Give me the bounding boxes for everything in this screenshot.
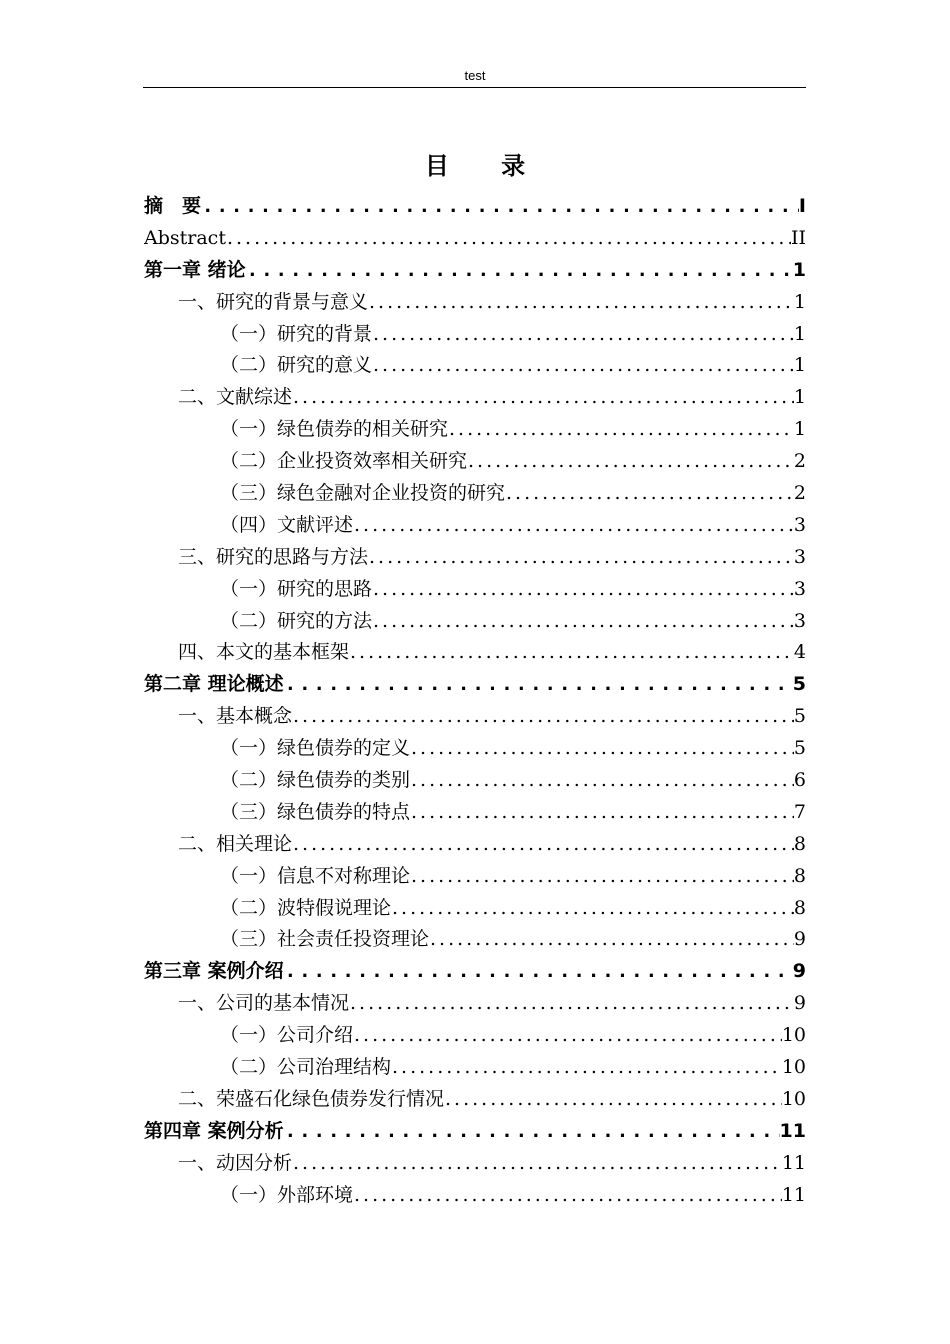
header-rule bbox=[143, 87, 806, 88]
toc-entry-page: 1 bbox=[793, 386, 806, 409]
toc-dot-leader bbox=[284, 669, 793, 701]
toc-entry-page: 9 bbox=[793, 992, 806, 1015]
toc-entry-title: 第一章 绪论 bbox=[144, 258, 246, 281]
toc-dot-leader bbox=[292, 1148, 782, 1180]
toc-entry-page: 2 bbox=[793, 450, 806, 473]
toc-dot-leader bbox=[391, 893, 794, 925]
toc-entry-page: 2 bbox=[793, 482, 806, 504]
toc-dot-leader bbox=[429, 924, 794, 956]
toc-entry-title: （一）信息不对称理论 bbox=[220, 864, 411, 887]
toc-entry-page: 1 bbox=[793, 290, 806, 313]
toc-entry-page: 11 bbox=[781, 1151, 806, 1174]
toc-entry[interactable] bbox=[144, 797, 806, 829]
toc-dot-leader bbox=[410, 765, 794, 797]
toc-entry-title: （二）研究的方法 bbox=[220, 609, 373, 632]
toc-entry-page: I bbox=[798, 194, 806, 217]
toc-entry-title: 摘 要 bbox=[144, 194, 202, 217]
toc-entry-page: 11 bbox=[781, 1183, 806, 1206]
toc-entry[interactable] bbox=[144, 893, 806, 925]
toc-dot-leader bbox=[410, 797, 794, 829]
toc-dot-leader bbox=[246, 255, 793, 287]
toc-dot-leader bbox=[349, 637, 794, 669]
toc-entry-page: 9 bbox=[792, 960, 806, 983]
table-of-contents bbox=[144, 191, 806, 1212]
toc-entry-title: （一）绿色债券的定义 bbox=[220, 737, 411, 760]
toc-dot-leader bbox=[372, 319, 794, 351]
toc-entry[interactable] bbox=[144, 701, 806, 733]
toc-entry-title: （二）波特假说理论 bbox=[220, 896, 392, 919]
toc-entry-page: 8 bbox=[793, 864, 806, 887]
toc-dot-leader bbox=[284, 956, 793, 988]
toc-entry-title: （三）绿色金融对企业投资的研究 bbox=[220, 482, 506, 504]
toc-entry[interactable] bbox=[144, 1020, 806, 1052]
toc-entry-title: 四、本文的基本框架 bbox=[178, 641, 350, 664]
toc-entry[interactable] bbox=[144, 733, 806, 765]
toc-entry-title: Abstract bbox=[144, 226, 226, 249]
toc-entry[interactable] bbox=[144, 1148, 806, 1180]
toc-dot-leader bbox=[353, 510, 794, 542]
toc-entry[interactable] bbox=[144, 1052, 806, 1084]
toc-dot-leader bbox=[372, 350, 794, 382]
toc-entry-title: 第四章 案例分析 bbox=[144, 1119, 284, 1142]
toc-entry-page: 5 bbox=[793, 705, 806, 728]
toc-entry[interactable] bbox=[144, 414, 806, 446]
toc-entry-title: 一、公司的基本情况 bbox=[178, 992, 350, 1015]
toc-entry-page: 4 bbox=[793, 641, 806, 664]
toc-entry-title: 三、研究的思路与方法 bbox=[178, 545, 369, 568]
toc-dot-leader bbox=[353, 1180, 782, 1212]
toc-entry-page: 1 bbox=[793, 322, 806, 345]
toc-dot-leader bbox=[410, 861, 794, 893]
toc-entry[interactable] bbox=[144, 829, 806, 861]
toc-entry-page: 10 bbox=[781, 1024, 806, 1047]
toc-entry-title: （四）文献评述 bbox=[220, 513, 354, 536]
toc-entry[interactable] bbox=[144, 191, 806, 223]
toc-dot-leader bbox=[372, 574, 794, 606]
toc-entry-page: 1 bbox=[793, 418, 806, 441]
toc-entry[interactable] bbox=[144, 988, 806, 1020]
toc-dot-leader bbox=[368, 287, 794, 319]
toc-entry-page: 10 bbox=[781, 1056, 806, 1079]
toc-entry-title: 第二章 理论概述 bbox=[144, 673, 284, 696]
toc-entry[interactable] bbox=[144, 606, 806, 638]
toc-dot-leader bbox=[284, 1116, 780, 1148]
toc-entry[interactable] bbox=[144, 223, 806, 255]
toc-entry[interactable] bbox=[144, 924, 806, 956]
toc-entry-page: 3 bbox=[793, 545, 806, 568]
toc-entry-page: 3 bbox=[793, 513, 806, 536]
toc-entry-page: 10 bbox=[781, 1087, 806, 1110]
toc-entry[interactable] bbox=[144, 669, 806, 701]
toc-entry-page: 1 bbox=[793, 354, 806, 377]
toc-entry[interactable] bbox=[144, 255, 806, 287]
toc-entry-title: （二）研究的意义 bbox=[220, 354, 373, 377]
toc-entry-title: （一）绿色债券的相关研究 bbox=[220, 418, 449, 441]
toc-entry[interactable] bbox=[144, 446, 806, 478]
toc-entry-page: 3 bbox=[793, 577, 806, 600]
toc-entry-title: 二、相关理论 bbox=[178, 832, 293, 855]
toc-dot-leader bbox=[505, 478, 794, 510]
toc-dot-leader bbox=[410, 733, 794, 765]
toc-entry-title: （一）外部环境 bbox=[220, 1183, 354, 1206]
toc-entry-title: （三）绿色债券的特点 bbox=[220, 800, 411, 823]
toc-entry-page: 7 bbox=[793, 800, 806, 823]
toc-entry[interactable] bbox=[144, 765, 806, 797]
toc-entry-page: 8 bbox=[793, 896, 806, 919]
toc-entry[interactable] bbox=[144, 510, 806, 542]
toc-entry-page: 6 bbox=[793, 769, 806, 792]
toc-entry-page: 1 bbox=[792, 258, 806, 281]
toc-entry-page: 9 bbox=[793, 928, 806, 951]
toc-entry[interactable] bbox=[144, 956, 806, 988]
toc-entry[interactable] bbox=[144, 861, 806, 893]
toc-entry[interactable] bbox=[144, 1084, 806, 1116]
toc-entry-page: II bbox=[790, 226, 806, 249]
toc-entry-title: （二）绿色债券的类别 bbox=[220, 769, 411, 792]
toc-entry-title: （一）研究的背景 bbox=[220, 322, 373, 345]
toc-dot-leader bbox=[349, 988, 794, 1020]
toc-entry-page: 3 bbox=[793, 609, 806, 632]
toc-entry[interactable] bbox=[144, 1116, 806, 1148]
toc-entry[interactable] bbox=[144, 350, 806, 382]
toc-entry-title: 二、文献综述 bbox=[178, 386, 293, 409]
toc-entry-title: 第三章 案例介绍 bbox=[144, 960, 284, 983]
toc-entry-title: （一）公司介绍 bbox=[220, 1024, 354, 1047]
toc-dot-leader bbox=[226, 223, 791, 255]
toc-entry-title: （三）社会责任投资理论 bbox=[220, 928, 430, 951]
toc-entry[interactable] bbox=[144, 574, 806, 606]
toc-entry-page: 5 bbox=[792, 673, 806, 696]
toc-entry[interactable] bbox=[144, 382, 806, 414]
page-header-text: test bbox=[464, 68, 486, 83]
toc-dot-leader bbox=[292, 701, 794, 733]
toc-entry-title: 二、荣盛石化绿色债券发行情况 bbox=[178, 1087, 445, 1110]
toc-entry-title: 一、基本概念 bbox=[178, 705, 293, 728]
toc-dot-leader bbox=[292, 829, 794, 861]
toc-entry[interactable] bbox=[144, 1180, 806, 1212]
toc-entry-page: 8 bbox=[793, 832, 806, 855]
toc-entry-page: 11 bbox=[779, 1119, 806, 1142]
toc-entry-title: （二）公司治理结构 bbox=[220, 1056, 392, 1079]
toc-dot-leader bbox=[448, 414, 794, 446]
toc-dot-leader bbox=[444, 1084, 782, 1116]
toc-dot-leader bbox=[201, 191, 799, 223]
toc-entry[interactable] bbox=[144, 478, 806, 510]
toc-entry-title: 一、研究的背景与意义 bbox=[178, 290, 369, 313]
toc-dot-leader bbox=[391, 1052, 782, 1084]
toc-entry-title: （二）企业投资效率相关研究 bbox=[220, 450, 468, 473]
toc-dot-leader bbox=[467, 446, 794, 478]
toc-entry[interactable] bbox=[144, 319, 806, 351]
toc-entry-page: 5 bbox=[793, 737, 806, 760]
toc-entry-title: （一）研究的思路 bbox=[220, 577, 373, 600]
toc-entry[interactable] bbox=[144, 542, 806, 574]
toc-entry-title: 一、动因分析 bbox=[178, 1151, 293, 1174]
toc-entry[interactable] bbox=[144, 287, 806, 319]
toc-entry[interactable] bbox=[144, 637, 806, 669]
toc-title: 目 录 bbox=[424, 152, 548, 180]
toc-dot-leader bbox=[353, 1020, 782, 1052]
toc-dot-leader bbox=[292, 382, 794, 414]
toc-dot-leader bbox=[372, 606, 794, 638]
toc-dot-leader bbox=[368, 542, 794, 574]
